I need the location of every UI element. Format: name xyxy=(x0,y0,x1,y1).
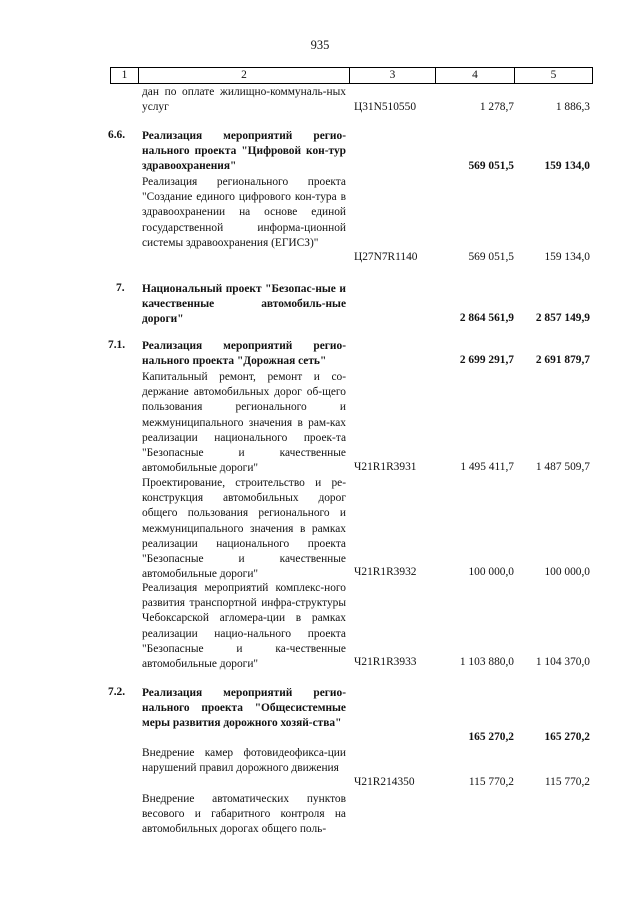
row-value-col5: 100 000,0 xyxy=(544,566,590,578)
header-col-1: 1 xyxy=(111,68,139,83)
row-value-col5: 1 104 370,0 xyxy=(535,656,590,668)
row-text: Реализация мероприятий регио-нального проекта "Цифровой кон-тур здравоохранения" xyxy=(142,130,346,173)
row-value-col4: 569 051,5 xyxy=(468,251,514,263)
row-value-col5: 1 886,3 xyxy=(555,101,590,113)
row-value-col4: 1 278,7 xyxy=(479,101,514,113)
row-code: Ц31N510550 xyxy=(354,101,417,113)
row-value-col5: 159 134,0 xyxy=(544,160,590,172)
row-text: Реализация мероприятий регио-нального проекта "Общесистемные меры развития дорожного хозяй-ства" xyxy=(142,687,346,730)
row-number: 6.6. xyxy=(108,129,126,141)
row-value-col4: 569 051,5 xyxy=(468,160,514,172)
row-value-col4: 1 103 880,0 xyxy=(459,656,514,668)
row-code: Ч21R1R3931 xyxy=(354,461,417,473)
row-value-col5: 2 857 149,9 xyxy=(535,312,590,324)
row-value-col4: 2 699 291,7 xyxy=(459,354,514,366)
header-col-4: 4 xyxy=(436,68,515,83)
row-value-col4: 115 770,2 xyxy=(468,776,514,788)
row-number: 7.1. xyxy=(108,339,126,351)
header-col-2: 2 xyxy=(139,68,350,83)
row-text: Реализация мероприятий регио-нального проекта "Дорожная сеть" xyxy=(142,340,346,368)
row-text: Реализация мероприятий комплекс-ного развития транспортной инфра-структуры Чебоксарской агломера-ции в рамках реализации нацио-нального проекта "Безопасные и ка-чественные автомобильные дороги" xyxy=(142,582,346,671)
row-value-col4: 100 000,0 xyxy=(468,566,514,578)
row-text: Проектирование, строительство и ре-конструкция автомобильных дорог общего пользования регионального и межмуниципального значения в рамках реализации национального проекта "Безопасные и качественные автомобильные дороги" xyxy=(142,477,346,581)
row-code: Ч21R1R3932 xyxy=(354,566,417,578)
row-number: 7. xyxy=(116,282,125,294)
table-header xyxy=(110,67,593,84)
row-value-col5: 2 691 879,7 xyxy=(535,354,590,366)
row-value-col5: 165 270,2 xyxy=(544,731,590,743)
header-col-5: 5 xyxy=(550,69,557,81)
row-value-col4: 1 495 411,7 xyxy=(460,461,514,473)
row-code: Ч21R214350 xyxy=(354,776,415,788)
row-code: Ч21R1R3933 xyxy=(354,656,417,668)
row-value-col4: 2 864 561,9 xyxy=(459,312,514,324)
row-value-col4: 165 270,2 xyxy=(468,731,514,743)
header-col-3: 3 xyxy=(350,68,436,83)
row-text: Внедрение камер фотовидеофикса-ции нарушений правил дорожного движения xyxy=(142,747,346,775)
row-text: дан по оплате жилищно-коммуналь-ных услуг xyxy=(142,86,346,114)
row-text: Внедрение автоматических пунктов весового и габаритного контроля на автомобильных дорогах общего поль- xyxy=(142,793,346,836)
row-code: Ц27N7R1140 xyxy=(354,251,418,263)
row-number: 7.2. xyxy=(108,686,126,698)
row-text: Национальный проект "Безопас-ные и качественные автомобиль-ные дороги" xyxy=(142,283,346,326)
page-number: 935 xyxy=(310,38,330,52)
row-text: Реализация регионального проекта "Создание единого цифрового кон-тура в здравоохранении на основе единой государственной информа-ционной системы здравоохранения (ЕГИСЗ)" xyxy=(142,176,346,249)
row-value-col5: 159 134,0 xyxy=(544,251,590,263)
row-value-col5: 115 770,2 xyxy=(544,776,590,788)
row-text: Капитальный ремонт, ремонт и со-держание автомобильных дорог об-щего пользования регионального и межмуниципального значения в рам-ках реализации национального проек-та "Безопасные и качественные автомобильные дороги" xyxy=(142,371,346,475)
row-value-col5: 1 487 509,7 xyxy=(535,461,590,473)
